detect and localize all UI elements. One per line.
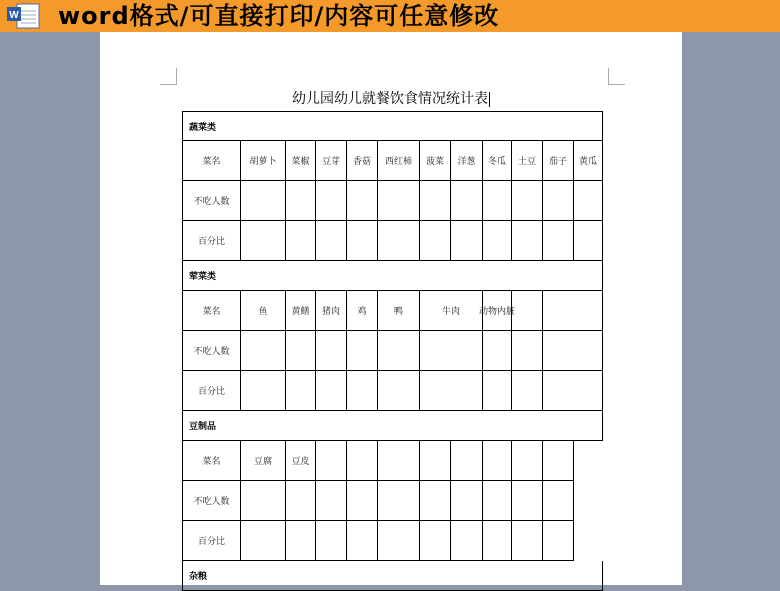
data-entry-cell[interactable] bbox=[347, 371, 378, 411]
dish-name-label[interactable]: 菜名 bbox=[182, 141, 241, 181]
data-entry-cell[interactable] bbox=[512, 331, 543, 371]
dish-name-cell[interactable] bbox=[316, 441, 347, 481]
word-document-icon bbox=[4, 2, 50, 30]
not-eating-count-label[interactable]: 不吃人数 bbox=[182, 181, 241, 221]
data-entry-cell[interactable] bbox=[241, 371, 286, 411]
data-entry-cell[interactable] bbox=[286, 221, 316, 261]
data-entry-cell[interactable] bbox=[574, 181, 603, 221]
margin-corner-mark bbox=[608, 68, 625, 85]
data-entry-cell[interactable] bbox=[347, 181, 378, 221]
data-entry-cell[interactable] bbox=[378, 331, 420, 371]
data-entry-cell[interactable] bbox=[286, 481, 316, 521]
data-entry-cell[interactable] bbox=[483, 521, 512, 561]
data-entry-cell[interactable] bbox=[316, 371, 347, 411]
data-entry-cell[interactable] bbox=[316, 221, 347, 261]
data-entry-cell[interactable] bbox=[420, 181, 451, 221]
percentage-label[interactable]: 百分比 bbox=[182, 221, 241, 261]
dish-name-cell[interactable]: 冬瓜 bbox=[483, 141, 512, 181]
dish-name-cell[interactable] bbox=[512, 291, 543, 331]
data-entry-cell[interactable] bbox=[316, 481, 347, 521]
dish-name-cell[interactable]: 豆皮 bbox=[286, 441, 316, 481]
data-entry-cell[interactable] bbox=[483, 331, 512, 371]
data-entry-cell[interactable] bbox=[483, 481, 512, 521]
dish-name-cell[interactable]: 牛肉 bbox=[420, 291, 483, 331]
dish-name-cell[interactable]: 鸡 bbox=[347, 291, 378, 331]
data-entry-cell[interactable] bbox=[420, 331, 483, 371]
not-eating-count-label[interactable]: 不吃人数 bbox=[182, 331, 241, 371]
dish-name-cell[interactable]: 香菇 bbox=[347, 141, 378, 181]
section-heading[interactable]: 杂粮 bbox=[182, 561, 603, 591]
data-entry-cell[interactable] bbox=[347, 221, 378, 261]
data-entry-cell[interactable] bbox=[483, 181, 512, 221]
data-entry-cell[interactable] bbox=[483, 221, 512, 261]
data-entry-cell[interactable] bbox=[574, 221, 603, 261]
data-entry-cell[interactable] bbox=[378, 221, 420, 261]
dish-name-cell[interactable]: 猪肉 bbox=[316, 291, 347, 331]
dish-name-cell[interactable]: 土豆 bbox=[512, 141, 543, 181]
data-entry-cell[interactable] bbox=[483, 371, 512, 411]
data-entry-cell[interactable] bbox=[543, 371, 603, 411]
dish-name-cell[interactable] bbox=[483, 441, 512, 481]
dish-name-label[interactable]: 菜名 bbox=[182, 441, 241, 481]
data-entry-cell[interactable] bbox=[241, 221, 286, 261]
dish-name-cell[interactable]: 鱼 bbox=[241, 291, 286, 331]
data-entry-cell[interactable] bbox=[316, 331, 347, 371]
dish-name-cell[interactable]: 鸭 bbox=[378, 291, 420, 331]
data-entry-cell[interactable] bbox=[378, 181, 420, 221]
svg-text:W: W bbox=[9, 10, 19, 21]
data-entry-cell[interactable] bbox=[241, 481, 286, 521]
data-entry-cell[interactable] bbox=[378, 521, 420, 561]
data-entry-cell[interactable] bbox=[347, 331, 378, 371]
data-entry-cell[interactable] bbox=[378, 481, 420, 521]
data-entry-cell[interactable] bbox=[512, 181, 543, 221]
data-entry-cell[interactable] bbox=[451, 481, 483, 521]
percentage-label[interactable]: 百分比 bbox=[182, 521, 241, 561]
data-entry-cell[interactable] bbox=[420, 481, 451, 521]
dish-name-cell[interactable]: 豆腐 bbox=[241, 441, 286, 481]
banner-caption: word格式/可直接打印/内容可任意修改 bbox=[58, 2, 500, 30]
dish-name-cell[interactable] bbox=[451, 441, 483, 481]
data-entry-cell[interactable] bbox=[543, 481, 574, 521]
percentage-label[interactable]: 百分比 bbox=[182, 371, 241, 411]
dish-name-cell[interactable] bbox=[378, 441, 420, 481]
margin-corner-mark bbox=[160, 68, 177, 85]
text-cursor bbox=[489, 92, 490, 107]
dish-name-cell[interactable]: 茄子 bbox=[543, 141, 574, 181]
data-entry-cell[interactable] bbox=[286, 181, 316, 221]
data-entry-cell[interactable] bbox=[451, 221, 483, 261]
data-entry-cell[interactable] bbox=[543, 221, 574, 261]
dish-name-cell[interactable]: 胡萝卜 bbox=[241, 141, 286, 181]
dish-name-cell[interactable]: 黄鳝 bbox=[286, 291, 316, 331]
data-entry-cell[interactable] bbox=[378, 371, 420, 411]
section-heading[interactable]: 蔬菜类 bbox=[182, 111, 603, 141]
not-eating-count-label[interactable]: 不吃人数 bbox=[182, 481, 241, 521]
dish-name-cell[interactable] bbox=[543, 441, 574, 481]
data-entry-cell[interactable] bbox=[512, 371, 543, 411]
section-heading[interactable]: 荤菜类 bbox=[182, 261, 603, 291]
data-entry-cell[interactable] bbox=[241, 521, 286, 561]
data-entry-cell[interactable] bbox=[512, 221, 543, 261]
data-entry-cell[interactable] bbox=[241, 331, 286, 371]
data-entry-cell[interactable] bbox=[347, 481, 378, 521]
dish-name-cell[interactable] bbox=[543, 291, 603, 331]
data-entry-cell[interactable] bbox=[316, 181, 347, 221]
data-entry-cell[interactable] bbox=[286, 331, 316, 371]
dish-name-cell[interactable] bbox=[512, 441, 543, 481]
dish-name-cell[interactable]: 菠菜 bbox=[420, 141, 451, 181]
data-entry-cell[interactable] bbox=[543, 331, 603, 371]
data-entry-cell[interactable] bbox=[451, 521, 483, 561]
data-entry-cell[interactable] bbox=[316, 521, 347, 561]
data-entry-cell[interactable] bbox=[420, 371, 483, 411]
data-entry-cell[interactable] bbox=[543, 521, 574, 561]
dish-name-label[interactable]: 菜名 bbox=[182, 291, 241, 331]
data-entry-cell[interactable] bbox=[512, 521, 543, 561]
dish-name-cell[interactable]: 菜椒 bbox=[286, 141, 316, 181]
dish-name-cell[interactable]: 动物内脏 bbox=[483, 291, 512, 331]
dish-name-cell[interactable] bbox=[420, 441, 451, 481]
data-entry-cell[interactable] bbox=[286, 371, 316, 411]
data-entry-cell[interactable] bbox=[286, 521, 316, 561]
data-entry-cell[interactable] bbox=[512, 481, 543, 521]
data-entry-cell[interactable] bbox=[420, 221, 451, 261]
data-entry-cell[interactable] bbox=[241, 181, 286, 221]
data-entry-cell[interactable] bbox=[543, 181, 574, 221]
dish-name-cell[interactable]: 西红柿 bbox=[378, 141, 420, 181]
top-banner bbox=[0, 0, 780, 32]
dish-name-cell[interactable] bbox=[347, 441, 378, 481]
section-heading[interactable]: 豆制品 bbox=[182, 411, 603, 441]
dish-name-cell[interactable]: 洋葱 bbox=[451, 141, 483, 181]
dish-name-cell[interactable]: 豆芽 bbox=[316, 141, 347, 181]
document-title[interactable]: 幼儿园幼儿就餐饮食情况统计表 bbox=[292, 91, 488, 107]
data-entry-cell[interactable] bbox=[347, 521, 378, 561]
dish-name-cell[interactable]: 黄瓜 bbox=[574, 141, 603, 181]
data-entry-cell[interactable] bbox=[451, 181, 483, 221]
data-entry-cell[interactable] bbox=[420, 521, 451, 561]
